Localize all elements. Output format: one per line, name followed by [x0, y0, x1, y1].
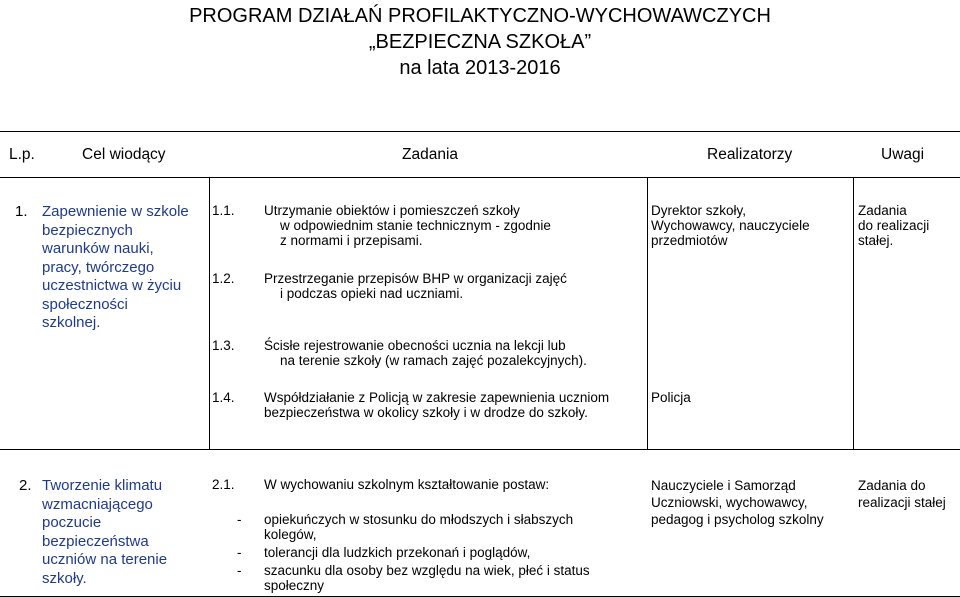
task-line: w odpowiednim stanie technicznym - zgodnie: [280, 218, 551, 233]
column-divider: [647, 177, 648, 449]
cel-line: bezpiecznych: [42, 221, 133, 239]
task-number-1-3: 1.3.: [212, 338, 235, 353]
realizatorzy-line: pedagog i psycholog szkolny: [651, 512, 824, 527]
task-line: Ścisłe rejestrowanie obecności ucznia na lekcji lub: [264, 338, 566, 353]
header-bottom-border: [0, 177, 960, 178]
task-line: Utrzymanie obiektów i pomieszczeń szkoły: [264, 203, 520, 218]
cel-line: społeczności: [42, 295, 128, 313]
task-1-4: [264, 390, 609, 420]
task-1-3: [264, 338, 587, 368]
cel-line: wzmacniającego: [42, 495, 153, 513]
header-zadania: Zadania: [402, 146, 459, 163]
header-cel-wiodacy: Cel wiodący: [82, 146, 166, 163]
cel-line: bezpieczeństwa: [42, 532, 149, 550]
task-number-2-1: 2.1.: [212, 477, 235, 492]
row-1-cel: [42, 203, 189, 333]
task-number-1-2: 1.2.: [212, 271, 235, 286]
cel-line: pracy, twórczego: [42, 258, 155, 276]
row-2-cel: [42, 477, 167, 588]
task-number-1-4: 1.4.: [212, 390, 235, 405]
bullet-dash: -: [237, 545, 242, 560]
cel-line: warunków nauki,: [42, 240, 154, 257]
bullet-line: społeczny: [264, 578, 325, 593]
row-2-uwagi: [858, 477, 946, 511]
realizatorzy-line: Uczniowski, wychowawcy,: [651, 495, 808, 510]
cel-line: szkolnej.: [42, 314, 101, 331]
row-1-bottom-border: [0, 449, 960, 450]
task-line: bezpieczeństwa w okolicy szkoły i w drodze do szkoły.: [264, 405, 588, 420]
row-1-realizatorzy: [651, 203, 810, 248]
document-title-line-2: „BEZPIECZNA SZKOŁA”: [368, 31, 592, 53]
row-2-lp: 2.: [19, 477, 32, 494]
cel-line: Tworzenie klimatu: [42, 477, 163, 494]
table-top-border: [0, 131, 960, 132]
task-line: i podczas opieki nad uczniami.: [280, 286, 464, 301]
realizatorzy-line: Nauczyciele i Samorząd: [651, 478, 796, 493]
task-1-1: [264, 203, 551, 248]
bullet-line: szacunku dla osoby bez względu na wiek, płeć i status: [264, 563, 590, 578]
task-line: na terenie szkoły (w ramach zajęć pozalekcyjnych).: [280, 353, 587, 368]
uwagi-line: stałej.: [858, 233, 894, 248]
realizatorzy-line: przedmiotów: [651, 233, 728, 248]
uwagi-line: do realizacji: [858, 218, 930, 233]
bullet-item: [264, 545, 530, 560]
bullet-item: [264, 512, 573, 542]
bullet-dash: -: [237, 563, 242, 578]
row-1-uwagi: [858, 203, 929, 248]
header-uwagi: Uwagi: [881, 146, 925, 163]
bullet-dash: -: [237, 512, 242, 527]
row-2-realizatorzy: [651, 477, 824, 528]
task-1-2: [264, 271, 567, 301]
realizatorzy-line: Wychowawcy, nauczyciele: [651, 218, 810, 233]
uwagi-line: Zadania: [858, 203, 907, 218]
bullet-line: kolegów,: [264, 527, 317, 542]
uwagi-line: realizacji stałej: [858, 495, 946, 510]
task-line: Współdziałanie z Policją w zakresie zapewnienia uczniom: [264, 390, 610, 405]
row-1-lp: 1.: [15, 203, 28, 220]
column-divider: [853, 177, 854, 449]
task-number-1-1: 1.1.: [212, 203, 235, 218]
document-title-line-1: PROGRAM DZIAŁAŃ PROFILAKTYCZNO-WYCHOWAWCZYCH: [189, 5, 771, 27]
bullet-line: opiekuńczych w stosunku do młodszych i słabszych: [264, 512, 574, 527]
uwagi-line: Zadania do: [858, 478, 926, 493]
task-line: Przestrzeganie przepisów BHP w organizacji zajęć: [264, 271, 567, 286]
cel-line: Zapewnienie w szkole: [42, 203, 189, 220]
header-realizatorzy: Realizatorzy: [707, 146, 793, 163]
bullet-item: [264, 563, 590, 593]
column-divider: [209, 177, 210, 449]
row-1-realizatorzy-policja: Policja: [651, 390, 691, 405]
cel-line: uczestnictwa w życiu: [42, 277, 182, 294]
realizatorzy-line: Dyrektor szkoły,: [651, 203, 747, 218]
bullet-line: tolerancji dla ludzkich przekonań i poglądów,: [264, 545, 531, 560]
header-lp: L.p.: [9, 146, 35, 163]
task-line: z normami i przepisami.: [280, 233, 423, 248]
cel-line: poczucie: [42, 514, 102, 531]
document-title-line-3: na lata 2013-2016: [399, 57, 561, 79]
cel-line: uczniów na terenie: [42, 551, 168, 568]
task-2-1-intro: W wychowaniu szkolnym kształtowanie postaw:: [264, 477, 550, 492]
cel-line: szkoły.: [42, 569, 87, 587]
